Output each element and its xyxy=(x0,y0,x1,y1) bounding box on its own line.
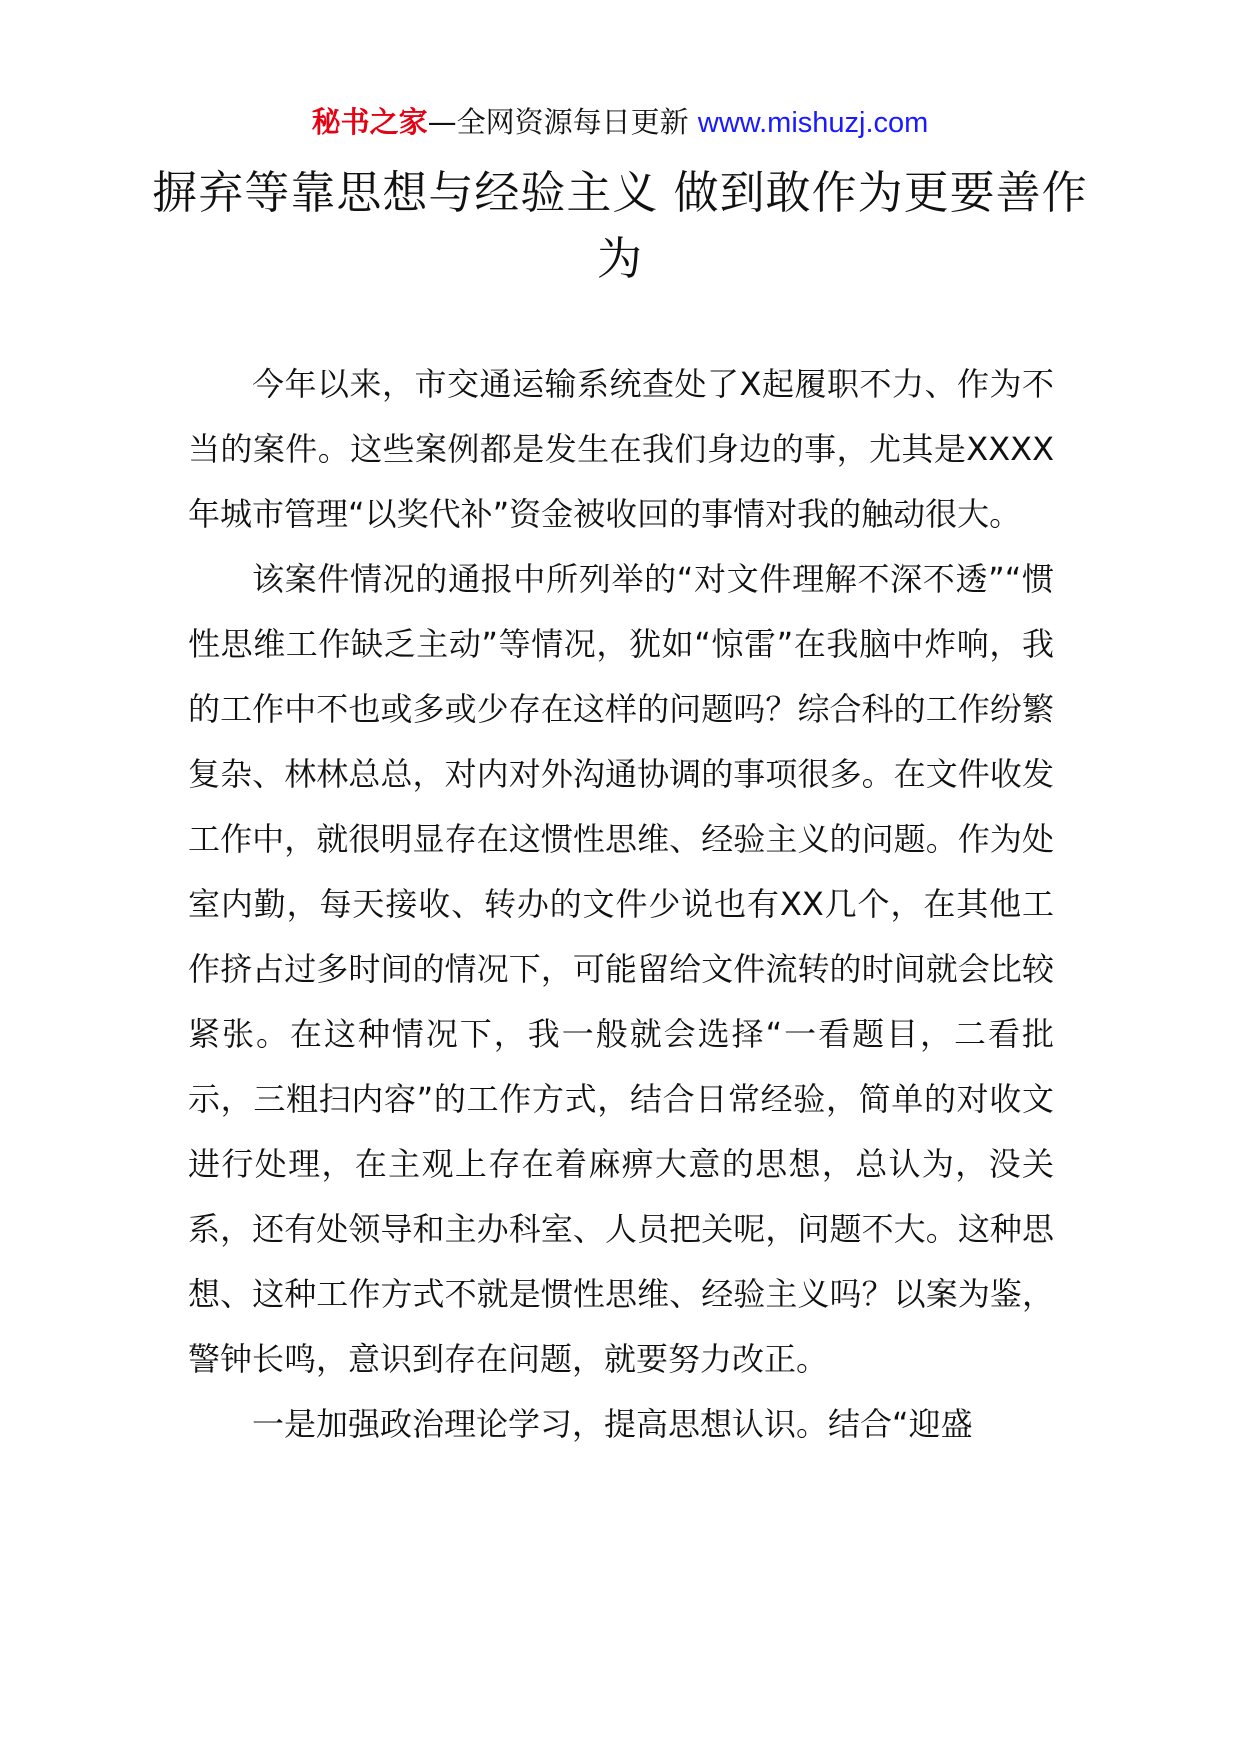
site-header xyxy=(0,100,1240,145)
site-brand: 秘书之家 xyxy=(311,105,428,139)
paragraph-3: 一是加强政治理论学习，提高思想认识。结合“迎盛 xyxy=(252,1405,973,1443)
document-body xyxy=(188,352,1054,1457)
paragraph-1: 今年以来，市交通运输系统查处了X起履职不力、作为不当的案件。这些案例都是发生在我们身边的事，尤其是XXXX年城市管理“以奖代补”资金被收回的事情对我的触动很大。 xyxy=(188,365,1054,533)
paragraph-2: 该案件情况的通报中所列举的“对文件理解不深不透”“惯性思维工作缺乏主动”等情况，犹如“惊雷”在我脑中炸响，我的工作中不也或多或少存在这样的问题吗？综合科的工作纷繁复杂、林林总总，对内对外沟通协调的事项很多。在文件收发工作中，就很明显存在这惯性思维、经验主义的问题。作为处室内勤，每天接收、转办的文件少说也有XX几个，在其他工作挤占过多时间的情况下，可能留给文件流转的时间就会比较紧张。在这种情况下，我一般就会选择“一看题目，二看批示，三粗扫内容”的工作方式，结合日常经验，简单的对收文进行处理，在主观上存在着麻痹大意的思想，总认为，没关系，还有处领导和主办科室、人员把关呢，问题不大。这种思想、这种工作方式不就是惯性思维、经验主义吗？以案为鉴，警钟长鸣，意识到存在问题，就要努力改正。 xyxy=(188,560,1054,1378)
document-title: 摒弃等靠思想与经验主义 做到敢作为更要善作为 xyxy=(152,166,1088,285)
site-tagline: —全网资源每日更新 xyxy=(427,105,698,139)
site-url[interactable]: www.mishuzj.com xyxy=(697,107,929,139)
